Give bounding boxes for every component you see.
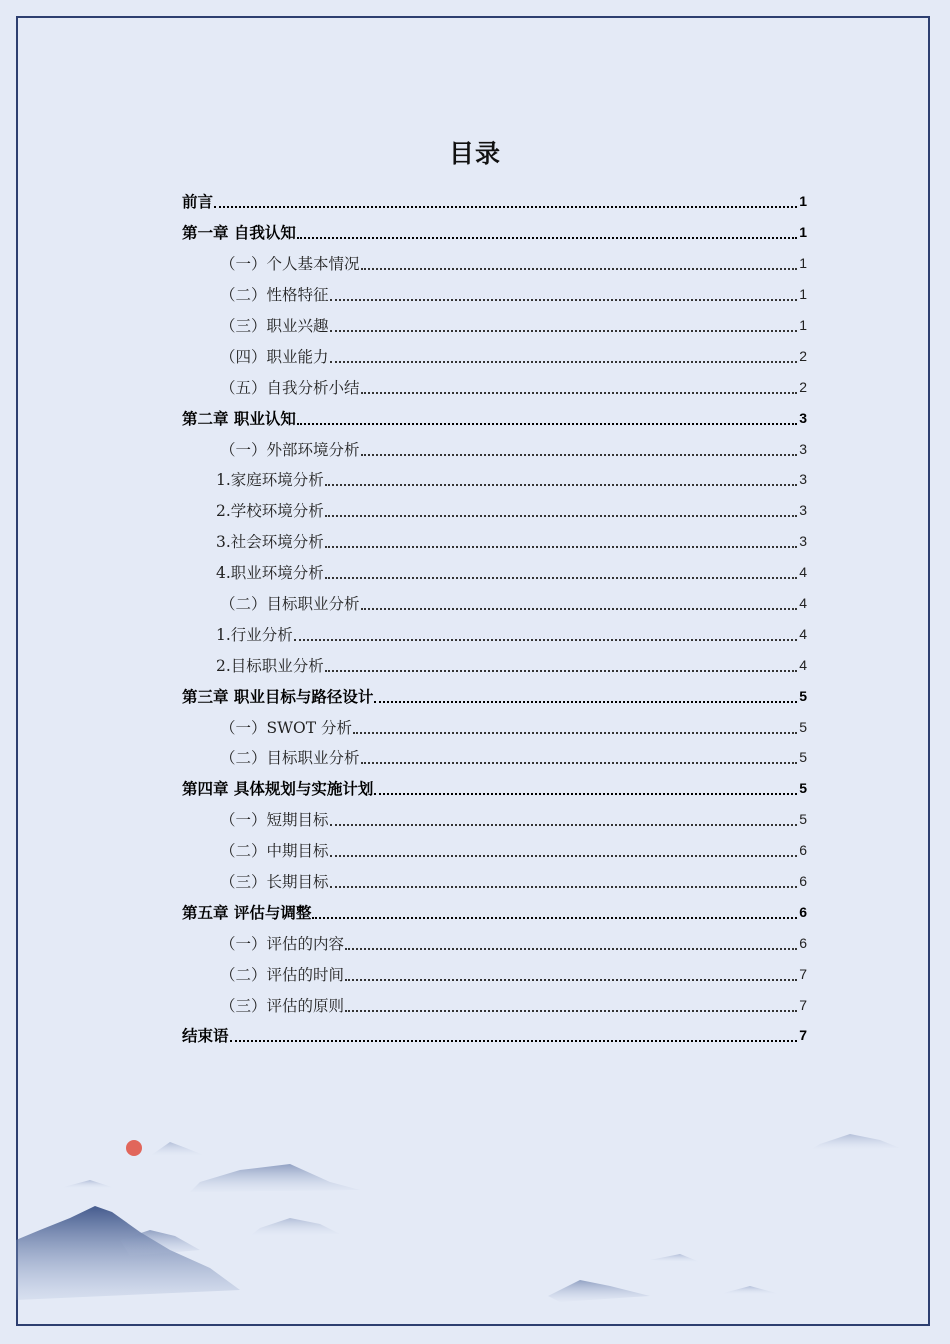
toc-entry[interactable] [182,433,807,464]
toc-entry[interactable] [182,804,807,835]
toc-entry-page-number: 3 [799,471,807,488]
toc-entry-page-number: 1 [799,224,807,241]
toc-dot-leader [374,793,797,795]
toc-entry-page-number: 7 [799,1027,807,1044]
toc-entry[interactable] [182,526,807,557]
toc-entry[interactable] [182,1020,807,1051]
toc-dot-leader [330,361,798,363]
toc-entry-label: （二）目标职业分析 [220,749,360,768]
toc-entry-label: （一）评估的内容 [220,934,345,953]
toc-entry-page-number: 4 [799,656,807,673]
toc-entry-label: 第四章 具体规划与实施计划 [182,779,374,799]
toc-dot-leader [330,855,798,857]
toc-title: 目录 [448,139,501,168]
toc-entry-label: 第二章 职业认知 [182,408,296,428]
toc-entry-label: （二）中期目标 [220,842,329,861]
toc-dot-leader [312,917,797,919]
toc-dot-leader [330,330,798,332]
toc-dot-leader [361,454,798,456]
toc-entry-page-number: 1 [799,286,807,303]
toc-entry-label: （三）评估的原则 [220,996,345,1015]
toc-entry[interactable] [182,217,807,248]
toc-dot-leader [325,546,797,548]
toc-entry-label: 4.职业环境分析 [216,564,324,583]
toc-entry-label: （一）外部环境分析 [220,440,360,459]
toc-entry-label: （二）性格特征 [220,286,329,305]
toc-entry[interactable] [182,340,807,371]
toc-entry[interactable] [182,402,807,433]
toc-entry-page-number: 6 [799,903,807,920]
toc-dot-leader [297,237,797,239]
toc-entry-page-number: 4 [799,564,807,581]
toc-entry[interactable] [182,835,807,866]
toc-entry-label: （二）目标职业分析 [220,595,360,614]
toc-entry-label: 3.社会环境分析 [216,533,324,552]
toc-entry[interactable] [182,866,807,897]
table-of-contents [182,186,807,1051]
toc-entry[interactable] [182,773,807,804]
toc-dot-leader [330,299,798,301]
toc-entry-label: （一）个人基本情况 [220,255,360,274]
toc-dot-leader [345,979,797,981]
toc-entry[interactable] [182,248,807,279]
toc-dot-leader [214,206,797,208]
toc-dot-leader [330,886,798,888]
toc-entry[interactable] [182,896,807,927]
toc-entry[interactable] [182,557,807,588]
toc-dot-leader [325,484,797,486]
toc-entry[interactable] [182,464,807,495]
toc-entry-page-number: 3 [799,409,807,426]
toc-dot-leader [230,1040,798,1042]
toc-entry-page-number: 5 [799,811,807,828]
toc-entry-label: 第五章 评估与调整 [182,902,312,922]
toc-entry[interactable] [182,680,807,711]
toc-entry[interactable] [182,989,807,1020]
toc-entry-page-number: 1 [799,255,807,272]
toc-entry-label: （三）长期目标 [220,873,329,892]
toc-entry[interactable] [182,310,807,341]
toc-entry-page-number: 7 [799,965,807,982]
toc-entry-label: 2.目标职业分析 [216,656,324,675]
toc-dot-leader [353,732,797,734]
toc-entry-page-number: 7 [799,996,807,1013]
toc-dot-leader [294,639,797,641]
toc-entry-page-number: 6 [799,934,807,951]
toc-dot-leader [374,701,797,703]
toc-entry-page-number: 6 [799,842,807,859]
toc-entry-label: （二）评估的时间 [220,965,345,984]
toc-entry-label: 结束语 [182,1026,229,1046]
toc-entry[interactable] [182,371,807,402]
ink-landscape-decoration [0,1090,950,1344]
toc-dot-leader [361,392,798,394]
toc-entry-label: 2.学校环境分析 [216,502,324,521]
toc-dot-leader [297,423,797,425]
toc-dot-leader [325,515,797,517]
toc-entry-label: 前言 [182,192,214,212]
toc-entry-page-number: 2 [799,347,807,364]
toc-entry[interactable] [182,711,807,742]
toc-entry[interactable] [182,279,807,310]
toc-dot-leader [345,948,797,950]
toc-entry-page-number: 3 [799,440,807,457]
toc-entry[interactable] [182,186,807,217]
toc-entry-label: （五）自我分析小结 [220,378,360,397]
toc-entry-page-number: 5 [799,687,807,704]
toc-entry-page-number: 2 [799,378,807,395]
toc-entry-label: 第三章 职业目标与路径设计 [182,686,374,706]
toc-entry-page-number: 5 [799,749,807,766]
toc-dot-leader [361,608,798,610]
toc-entry-page-number: 3 [799,533,807,550]
toc-entry-label: （三）职业兴趣 [220,317,329,335]
toc-entry[interactable] [182,495,807,526]
toc-dot-leader [325,670,797,672]
toc-entry-page-number: 1 [799,317,807,333]
toc-dot-leader [361,268,798,270]
toc-entry-page-number: 1 [799,193,807,210]
toc-entry-label: 1.家庭环境分析 [216,471,324,490]
toc-entry[interactable] [182,958,807,989]
toc-entry-label: （一）短期目标 [220,811,329,830]
toc-entry-page-number: 3 [799,502,807,519]
toc-entry[interactable] [182,742,807,773]
toc-entry[interactable] [182,649,807,680]
toc-entry-page-number: 6 [799,873,807,890]
toc-entry[interactable] [182,588,807,619]
toc-dot-leader [330,824,798,826]
toc-entry[interactable] [182,618,807,649]
toc-entry-page-number: 5 [799,780,807,797]
toc-entry[interactable] [182,927,807,958]
toc-dot-leader [361,762,798,764]
toc-entry-label: （一）SWOT 分析 [220,718,353,737]
toc-dot-leader [345,1010,797,1012]
toc-entry-label: 第一章 自我认知 [182,223,296,243]
toc-dot-leader [325,577,797,579]
toc-entry-page-number: 4 [799,595,807,612]
toc-entry-label: 1.行业分析 [216,625,293,644]
toc-entry-label: （四）职业能力 [220,347,329,366]
toc-entry-page-number: 5 [799,718,807,735]
toc-entry-page-number: 4 [799,625,807,642]
